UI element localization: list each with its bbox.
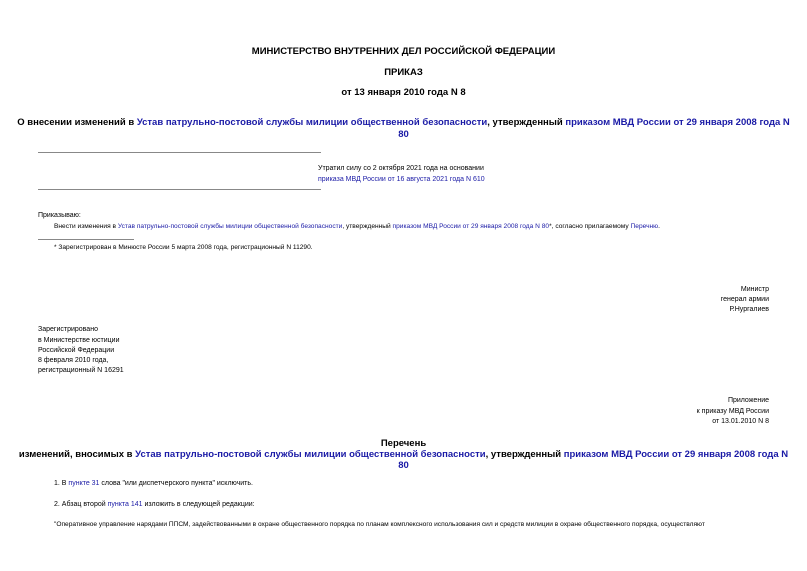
order-2008-link[interactable]: приказом МВД России от 29 января 2008 года N xyxy=(563,449,789,460)
paragraph-text: Внести изменения в xyxy=(54,223,118,230)
ministry-heading: МИНИСТЕРСТВО ВНУТРЕННИХ ДЕЛ РОССИЙСКОЙ ФЕДЕРАЦИИ xyxy=(251,46,556,57)
registration-line: регистрационный N 16291 xyxy=(38,367,124,374)
item-text: 2. Абзац второй xyxy=(54,501,108,508)
signature-name: Р.Нургалиев xyxy=(729,306,769,313)
footnote-divider xyxy=(38,239,134,240)
order-paragraph xyxy=(54,223,660,230)
doc-date: от 13 января 2010 года N 8 xyxy=(341,87,466,98)
signature-title: Министр xyxy=(740,286,769,293)
footnote: * Зарегистрирован в Минюсте России 5 марта 2008 года, регистрационный N 11290. xyxy=(54,244,313,251)
list-item-1 xyxy=(54,480,253,487)
title-text: О внесении изменений в xyxy=(17,117,137,128)
appendix-date: от 13.01.2010 N 8 xyxy=(712,418,769,425)
charter-link[interactable]: Устав патрульно-постовой службы милиции общественной безопасности xyxy=(117,223,343,230)
list-subtitle xyxy=(0,449,807,460)
status-text: Утратил силу со 2 октября 2021 года на основании xyxy=(318,165,484,172)
order-2008-link-cont[interactable]: 80 xyxy=(398,460,409,471)
registration-line: 8 февраля 2010 года, xyxy=(38,357,109,364)
order-2008-link-cont[interactable]: 80 xyxy=(398,129,409,140)
subtitle-text: , утвержденный xyxy=(485,449,564,460)
point-141-link[interactable]: пункта 141 xyxy=(107,501,143,508)
list-heading: Перечень xyxy=(380,438,427,449)
doc-type-heading: ПРИКАЗ xyxy=(384,67,423,78)
list-link[interactable]: Перечню xyxy=(630,223,659,230)
title-text: , утвержденный xyxy=(487,117,566,128)
paragraph-text: *, согласно прилагаемому xyxy=(549,223,631,230)
doc-title xyxy=(0,117,807,128)
order-word: Приказываю: xyxy=(38,212,81,219)
subtitle-text: изменений, вносимых в xyxy=(18,449,136,460)
appendix-label: Приложение xyxy=(727,397,769,404)
order-2008-link[interactable]: приказом МВД России от 29 января 2008 года N xyxy=(565,117,790,128)
divider xyxy=(38,152,321,153)
registration-line: в Министерстве юстиции xyxy=(38,337,120,344)
charter-link[interactable]: Устав патрульно-постовой службы милиции общественной безопасности xyxy=(136,117,488,128)
divider xyxy=(38,189,321,190)
registration-line: Зарегистрировано xyxy=(38,326,98,333)
registration-line: Российской Федерации xyxy=(38,347,115,354)
appendix-ref: к приказу МВД России xyxy=(696,408,769,415)
item-text: изложить в следующей редакции: xyxy=(142,501,255,508)
quoted-text: "Оперативное управление нарядами ППСМ, задействованными в охране общественного порядка по планам комплексного использования сил и средств милиции в охране общественного порядка, осуществляют xyxy=(54,521,705,528)
repeal-order-link[interactable]: приказа МВД России от 16 августа 2021 года N 610 xyxy=(318,176,485,183)
paragraph-text: . xyxy=(658,223,660,230)
item-text: 1. В xyxy=(54,480,69,487)
charter-link[interactable]: Устав патрульно-постовой службы милиции общественной безопасности xyxy=(135,449,486,460)
item-text: слова "или диспетчерского пункта" исключить. xyxy=(99,480,253,487)
point-31-link[interactable]: пункте 31 xyxy=(68,480,100,487)
paragraph-text: , утвержденный xyxy=(342,223,393,230)
list-item-2 xyxy=(54,501,255,508)
signature-rank: генерал армии xyxy=(720,296,769,303)
order-2008-link[interactable]: приказом МВД России от 29 января 2008 года N 80 xyxy=(392,223,550,230)
